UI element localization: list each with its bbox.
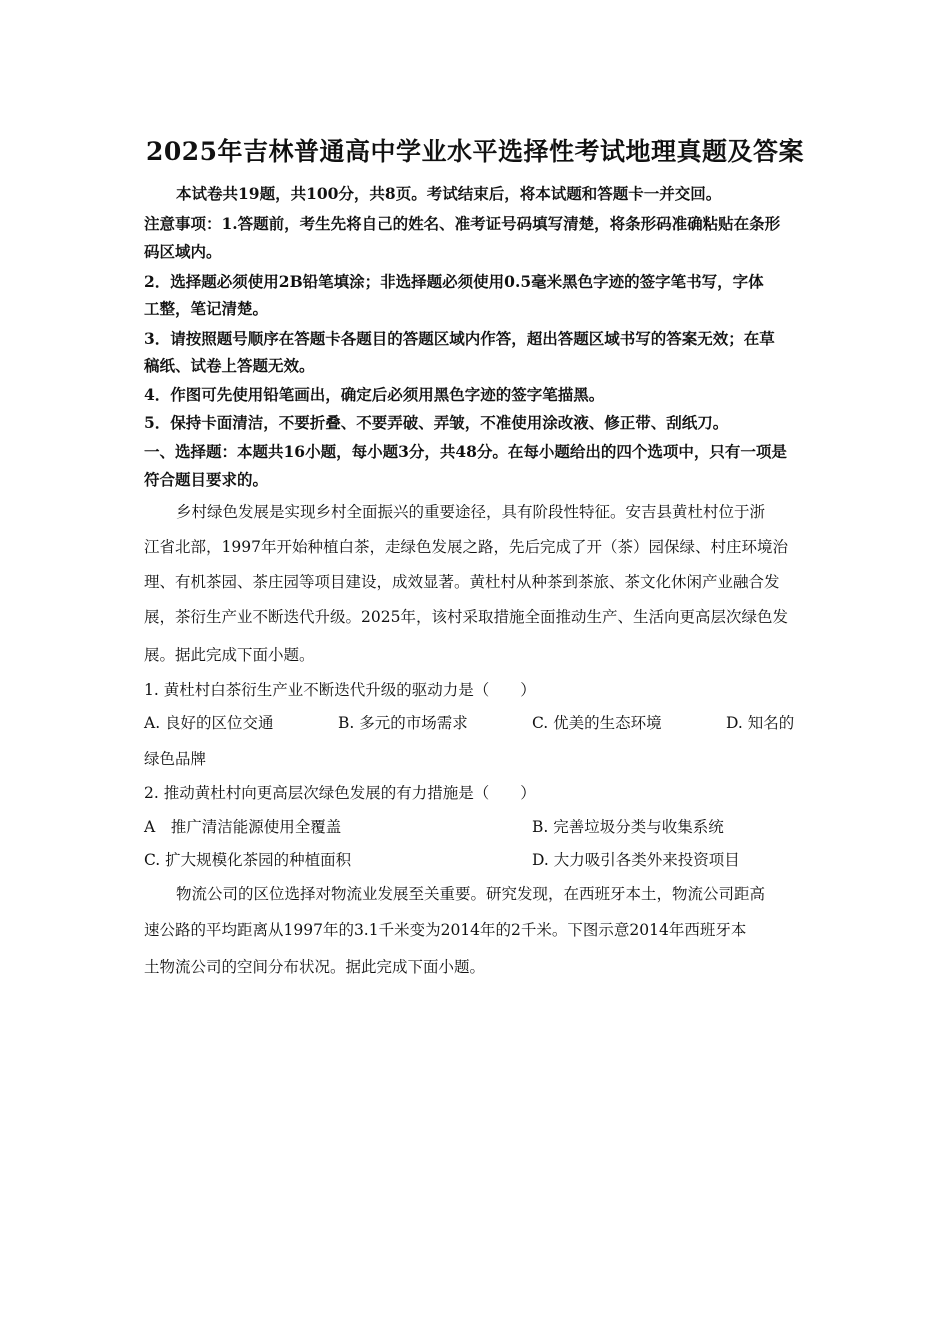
passage-line: 展。据此完成下面小题。: [144, 646, 315, 664]
passage-line: 理、有机茶园、茶庄园等项目建设，成效显著。黄杜村从种茶到茶旅、茶文化休闲产业融合发: [144, 573, 780, 591]
notes-line: 2．选择题必须使用2B铅笔填涂；非选择题必须使用0.5毫米黑色字迹的签字笔书写，字体: [144, 272, 764, 291]
passage-line: 乡村绿色发展是实现乡村全面振兴的重要途径，具有阶段性特征。安吉县黄杜村位于浙: [176, 503, 766, 521]
question-1-option-d: D. 知名的: [726, 714, 795, 732]
passage-line: 物流公司的区位选择对物流业发展至关重要。研究发现，在西班牙本土，物流公司距高: [176, 885, 766, 903]
question-2-stem: 2. 推动黄杜村向更高层次绿色发展的有力措施是（ ）: [144, 784, 536, 802]
passage-line: 土物流公司的空间分布状况。据此完成下面小题。: [144, 958, 486, 976]
page-title: 2025年吉林普通高中学业水平选择性考试地理真题及答案: [145, 137, 805, 166]
question-1-option-a: A. 良好的区位交通: [144, 714, 274, 732]
question-1-option-b: B. 多元的市场需求: [338, 714, 468, 732]
notes-line: 5．保持卡面清洁，不要折叠、不要弄破、弄皱，不准使用涂改液、修正带、刮纸刀。: [144, 413, 729, 432]
passage-line: 速公路的平均距离从1997年的3.1千米变为2014年的2千米。下图示意2014年西班牙本: [144, 921, 747, 939]
notes-line: 注意事项：1.答题前，考生先将自己的姓名、准考证号码填写清楚，将条形码准确粘贴在条形: [144, 214, 781, 233]
question-2-option-c: C. 扩大规模化茶园的种植面积: [144, 851, 352, 869]
notes-line: 工整，笔记清楚。: [144, 299, 269, 318]
intro-text: 本试卷共19题，共100分，共8页。考试结束后，将本试题和答题卡一并交回。: [176, 184, 722, 203]
question-1-option-c: C. 优美的生态环境: [532, 714, 662, 732]
question-1-stem: 1. 黄杜村白茶衍生产业不断迭代升级的驱动力是（ ）: [144, 681, 536, 699]
section-heading: 符合题目要求的。: [144, 470, 269, 489]
question-2-option-b: B. 完善垃圾分类与收集系统: [532, 818, 724, 836]
passage-line: 展，茶衍生产业不断迭代升级。2025年，该村采取措施全面推动生产、生活向更高层次绿色发: [144, 608, 788, 626]
question-1-option-d-cont: 绿色品牌: [144, 750, 207, 768]
notes-line: 3．请按照题号顺序在答题卡各题目的答题区域内作答，超出答题区域书写的答案无效；在草: [144, 329, 775, 348]
notes-line: 4．作图可先使用铅笔画出，确定后必须用黑色字迹的签字笔描黑。: [144, 385, 605, 404]
section-heading: 一、选择题：本题共16小题，每小题3分，共48分。在每小题给出的四个选项中，只有一项是: [144, 442, 787, 461]
notes-line: 码区域内。: [144, 242, 222, 261]
passage-line: 江省北部，1997年开始种植白茶，走绿色发展之路，先后完成了开（茶）园保绿、村庄环境治: [144, 538, 788, 556]
notes-line: 稿纸、试卷上答题无效。: [144, 356, 315, 375]
question-2-option-a: A 推广清洁能源使用全覆盖: [144, 818, 342, 836]
question-2-option-d: D. 大力吸引各类外来投资项目: [532, 851, 740, 869]
